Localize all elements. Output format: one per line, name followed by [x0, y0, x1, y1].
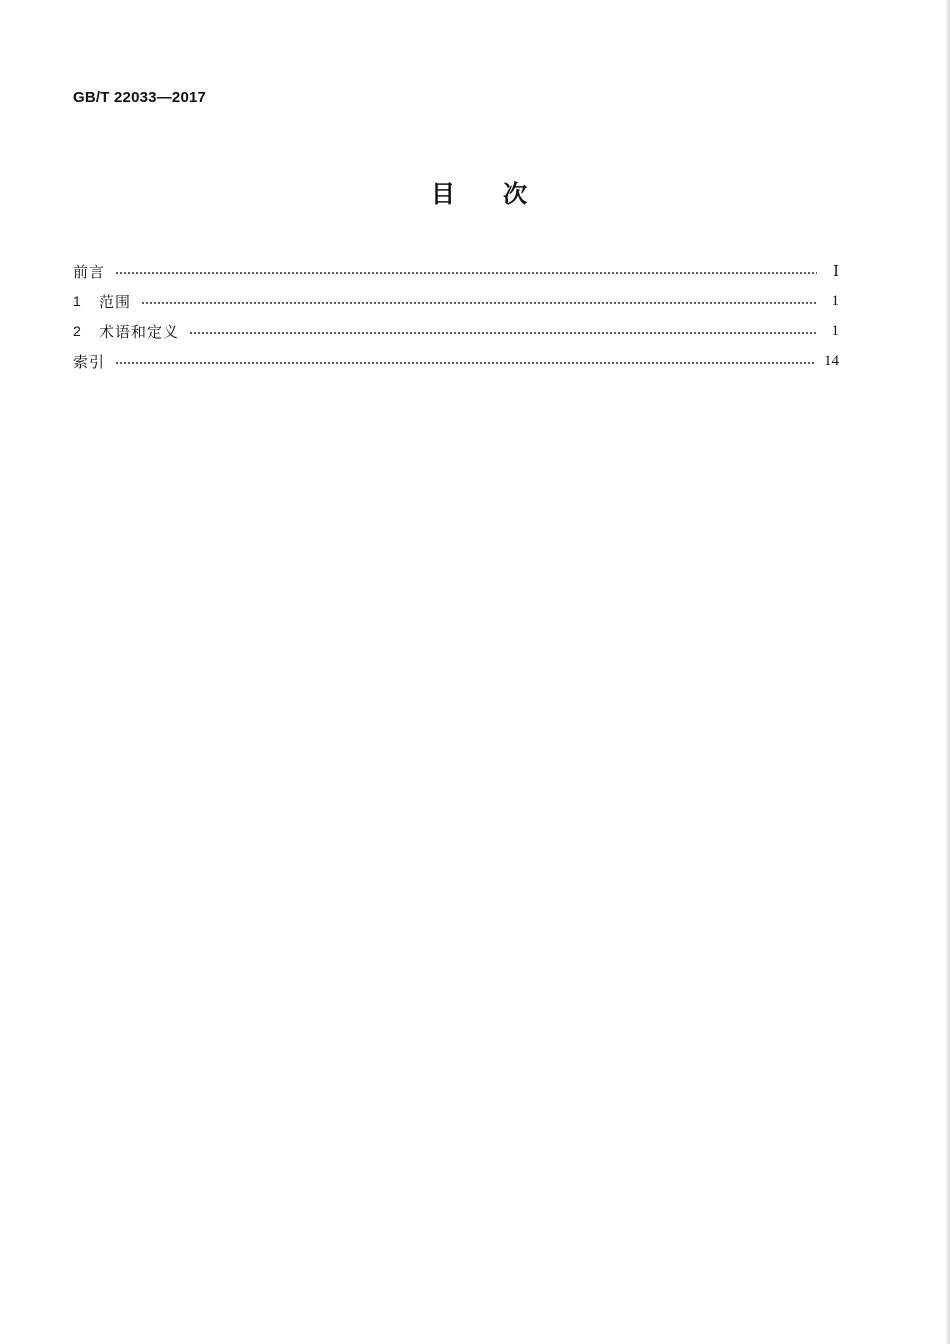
toc-entry-page: 14 — [824, 352, 839, 369]
toc-entry-label: 前言 — [73, 262, 106, 281]
toc-entry-page: 1 — [831, 292, 839, 309]
toc-entry-label: 索引 — [73, 352, 106, 371]
toc-entry-scope[interactable] — [73, 286, 839, 316]
toc-dot-leader — [189, 332, 817, 334]
standard-number: GB/T 22033—2017 — [73, 89, 207, 106]
toc-dot-leader — [115, 362, 814, 364]
table-of-contents — [73, 256, 839, 376]
toc-entry-page: Ⅰ — [833, 263, 839, 280]
toc-entry-page: 1 — [831, 322, 839, 339]
toc-entry-index[interactable] — [73, 346, 839, 376]
toc-entry-number: 1 — [73, 293, 81, 309]
toc-dot-leader — [115, 272, 817, 274]
toc-entry-terms-and-definitions[interactable] — [73, 316, 839, 346]
toc-entry-label: 范围 — [99, 292, 132, 311]
toc-dot-leader — [141, 302, 817, 304]
toc-entry-label: 术语和定义 — [99, 322, 180, 341]
toc-entry-foreword[interactable] — [73, 256, 839, 286]
toc-title: 目次 — [431, 180, 575, 208]
toc-entry-number: 2 — [73, 323, 81, 339]
